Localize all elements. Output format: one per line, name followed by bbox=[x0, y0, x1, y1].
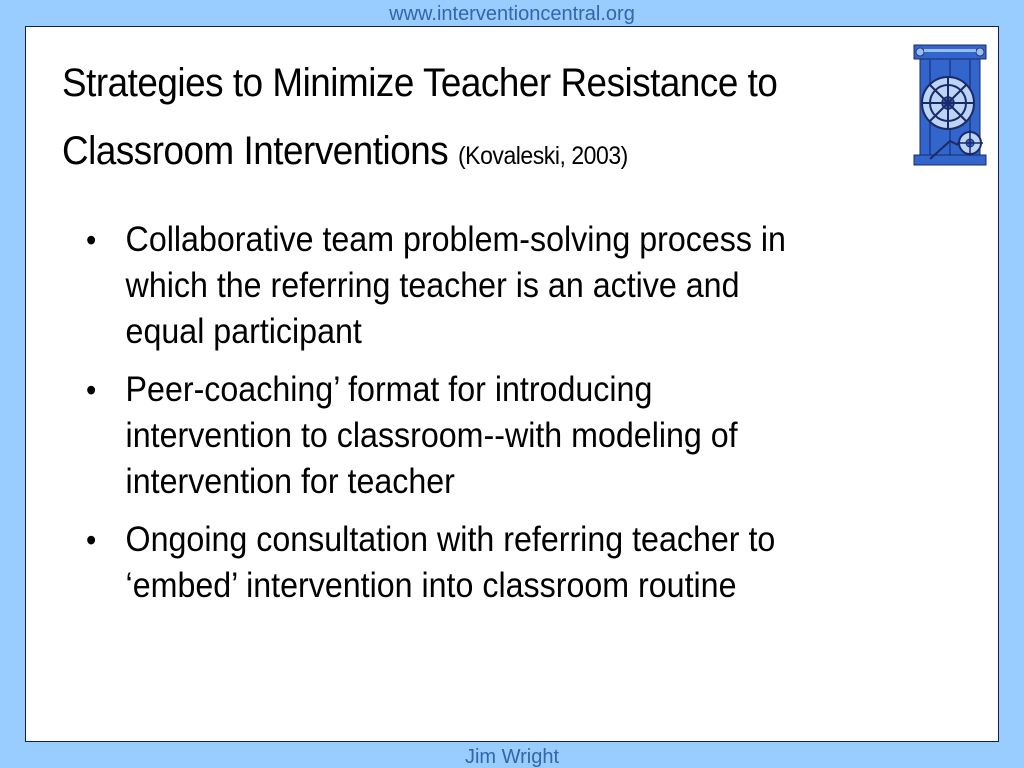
bullet-item bbox=[86, 517, 822, 609]
site-url: www.interventioncentral.org bbox=[389, 3, 635, 25]
bullet-item bbox=[86, 367, 822, 505]
gear-wheel-column-logo-icon bbox=[910, 41, 990, 169]
bullet-dot: • bbox=[86, 222, 97, 258]
bullet-text: Peer-coaching’ format for introducing intervention to classroom--with modeling of intervention for teacher bbox=[125, 370, 738, 501]
slide-panel bbox=[25, 26, 999, 742]
slide-title-citation: (Kovaleski, 2003) bbox=[457, 142, 628, 170]
bullet-item bbox=[86, 217, 822, 355]
footer-author: Jim Wright bbox=[464, 746, 560, 768]
bullet-dot: • bbox=[86, 522, 97, 558]
bullet-text: Ongoing consultation with referring teacher to ‘embed’ intervention into classroom routine bbox=[125, 520, 776, 605]
bullet-text: Collaborative team problem-solving process in which the referring teacher is an active and equal participant bbox=[125, 220, 786, 351]
slide-title bbox=[62, 49, 844, 190]
bullet-dot: • bbox=[86, 372, 97, 408]
bullet-list bbox=[86, 217, 822, 621]
slide-title-main: Strategies to Minimize Teacher Resistance to Classroom Interventions bbox=[62, 61, 778, 173]
